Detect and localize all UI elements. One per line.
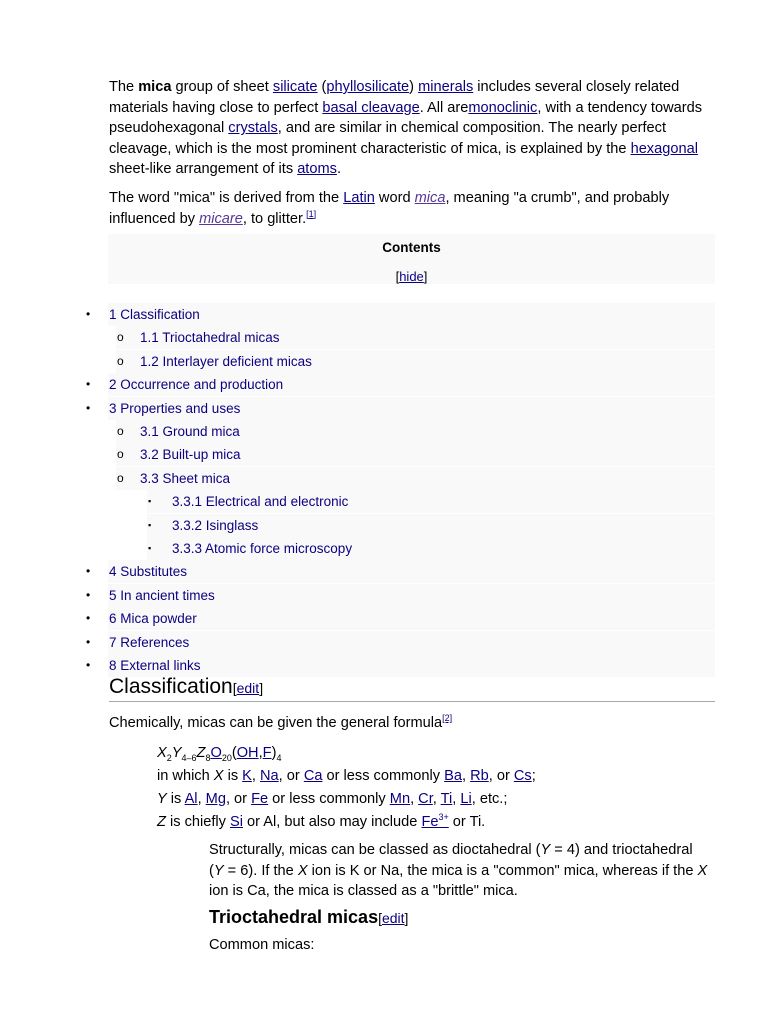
toc-link[interactable]: 3.3 Sheet mica	[140, 471, 231, 486]
toc-link[interactable]: 7 References	[109, 635, 190, 650]
toc-hide-link[interactable]: hide	[399, 269, 424, 284]
toc-hide-toggle: [hide]	[395, 269, 428, 284]
toc-bullet: •	[86, 564, 91, 578]
toc-item[interactable]	[147, 514, 715, 537]
common-micas-label: Common micas:	[209, 937, 315, 953]
toc-link[interactable]: 1 Classification	[109, 307, 200, 322]
toc-item[interactable]	[116, 350, 715, 373]
toc-link[interactable]: 2 Occurrence and production	[109, 377, 284, 392]
edit-link-classification[interactable]: edit	[236, 680, 260, 696]
toc-link[interactable]: 1.2 Interlayer deficient micas	[140, 354, 312, 369]
toc-link[interactable]: 3.3.2 Isinglass	[172, 518, 259, 533]
toc-bullet: o	[117, 424, 124, 438]
formula-y-line: Y is Al, Mg, or Fe or less commonly Mn, Cr, Ti, Li, etc.;	[157, 791, 508, 807]
toc-link[interactable]: 5 In ancient times	[109, 588, 215, 603]
toc-link[interactable]: 3.3.1 Electrical and electronic	[172, 494, 349, 509]
toc-item[interactable]	[147, 490, 715, 513]
toc-bullet: •	[86, 635, 91, 649]
toc-link[interactable]: 6 Mica powder	[109, 611, 197, 626]
heading-divider	[109, 701, 715, 702]
reference-1[interactable]: [1]	[306, 208, 317, 219]
formula-intro: Chemically, micas can be given the general formula[2]	[109, 713, 453, 731]
link-fe[interactable]: Fe	[251, 791, 269, 807]
link-k[interactable]: K	[242, 768, 252, 784]
link-mica-latin[interactable]: mica	[414, 190, 446, 206]
etymology-paragraph: The word "mica" is derived from the Latin word mica, meaning "a crumb", and probably influenced by micare, to glitter.[1]	[109, 190, 670, 227]
toc-link[interactable]: 3 Properties and uses	[109, 401, 241, 416]
toc-item[interactable]	[86, 373, 715, 396]
toc-item[interactable]	[116, 467, 715, 490]
toc-item[interactable]	[86, 397, 715, 420]
toc-bullet: •	[86, 588, 91, 602]
edit-link-trioctahedral[interactable]: edit	[381, 910, 405, 926]
link-oxygen[interactable]: O	[210, 745, 222, 761]
mica-bold: mica	[138, 79, 172, 95]
link-cs[interactable]: Cs	[513, 768, 532, 784]
section-heading-classification: Classification[edit]	[109, 675, 264, 698]
link-phyllosilicate[interactable]: phyllosilicate	[326, 79, 410, 95]
toc-item[interactable]	[116, 326, 715, 349]
general-formula: $X_2Y_{4-6}Z_8O_{20}(OH,F)_4$	[157, 745, 282, 763]
link-monoclinic[interactable]: monoclinic	[468, 99, 538, 116]
link-hydroxide[interactable]: OH	[236, 745, 259, 761]
toc-bullet: o	[117, 447, 124, 461]
structural-paragraph: Structurally, micas can be classed as dioctahedral (Y = 4) and trioctahedral (Y = 6). If the X ion is K or Na, the mica is a "common" mica, whereas if the X ion is Ca, the mica is classed as a "brittle" mica.	[209, 842, 708, 900]
reference-2[interactable]: [2]	[442, 713, 453, 724]
link-ba[interactable]: Ba	[444, 768, 462, 784]
link-atoms[interactable]: atoms	[297, 161, 337, 178]
link-mg[interactable]: Mg	[205, 791, 226, 807]
link-fluorine[interactable]: F	[262, 745, 272, 761]
toc-item[interactable]	[86, 607, 715, 630]
formula-x-line: in which X is K, Na, or Ca or less commonly Ba, Rb, or Cs;	[157, 768, 536, 784]
link-li[interactable]: Li	[460, 791, 472, 807]
toc-bullet: o	[117, 471, 124, 485]
link-na[interactable]: Na	[260, 768, 279, 784]
toc-item[interactable]	[86, 560, 715, 583]
toc-link[interactable]: 3.1 Ground mica	[140, 424, 240, 439]
toc-bullet: •	[86, 401, 91, 415]
link-mn[interactable]: Mn	[389, 791, 411, 807]
toc-link[interactable]: 3.3.3 Atomic force microscopy	[172, 541, 353, 556]
toc-link[interactable]: 8 External links	[109, 658, 201, 673]
toc-item[interactable]	[86, 303, 715, 326]
link-ca[interactable]: Ca	[303, 768, 323, 784]
toc-item[interactable]	[86, 584, 715, 607]
link-rb[interactable]: Rb	[470, 768, 489, 784]
toc-bullet: •	[86, 611, 91, 625]
toc-bullet: •	[86, 658, 91, 672]
toc-link[interactable]: 1.1 Trioctahedral micas	[140, 330, 280, 345]
toc-bullet: •	[86, 377, 91, 391]
toc-header	[108, 234, 715, 284]
toc-bullet: o	[117, 354, 124, 368]
toc-link[interactable]: 3.2 Built-up mica	[140, 447, 241, 462]
formula-z-line: Z is chiefly Si or Al, but also may include $Fe^{3+}$ or Ti.	[157, 812, 486, 830]
link-silicate[interactable]: silicate	[272, 79, 318, 95]
link-cr[interactable]: Cr	[418, 791, 433, 807]
link-si[interactable]: Si	[230, 814, 243, 830]
link-latin[interactable]: Latin	[343, 190, 375, 206]
toc-link[interactable]: 4 Substitutes	[109, 564, 188, 579]
link-hexagonal[interactable]: hexagonal	[630, 140, 698, 157]
toc-item[interactable]	[147, 537, 715, 560]
toc-bullet: •	[86, 307, 91, 321]
toc-title: Contents	[382, 240, 441, 255]
toc-item[interactable]	[86, 631, 715, 654]
link-ti[interactable]: Ti	[440, 791, 453, 807]
toc-item[interactable]	[116, 443, 715, 466]
toc-item[interactable]	[116, 420, 715, 443]
link-basal-cleavage[interactable]: basal cleavage	[322, 99, 420, 116]
link-crystals[interactable]: crystals	[228, 120, 278, 137]
toc-bullet: o	[117, 330, 124, 344]
toc-bullet: ▪	[148, 496, 152, 506]
toc-bullet: ▪	[148, 520, 152, 530]
link-al[interactable]: Al	[184, 791, 198, 807]
intro-paragraph: The mica group of sheet silicate (phyllosilicate) minerals includes several closely related materials having close to perfect basal cleavage. All aremonoclinic, with a tendency towards pseudohexagonal crystals, and are similar in chemical composition. The nearly perfect cleavage, which is the most prominent characteristic of mica, is explained by the hexagonal sheet-like arrangement of its atoms.	[109, 79, 703, 178]
section-heading-trioctahedral: Trioctahedral micas[edit]	[209, 907, 409, 927]
link-fe3[interactable]: $Fe^{3+}$	[421, 812, 449, 830]
link-micare[interactable]: micare	[199, 210, 243, 227]
link-minerals[interactable]: minerals	[418, 79, 474, 95]
toc-bullet: ▪	[148, 543, 152, 553]
